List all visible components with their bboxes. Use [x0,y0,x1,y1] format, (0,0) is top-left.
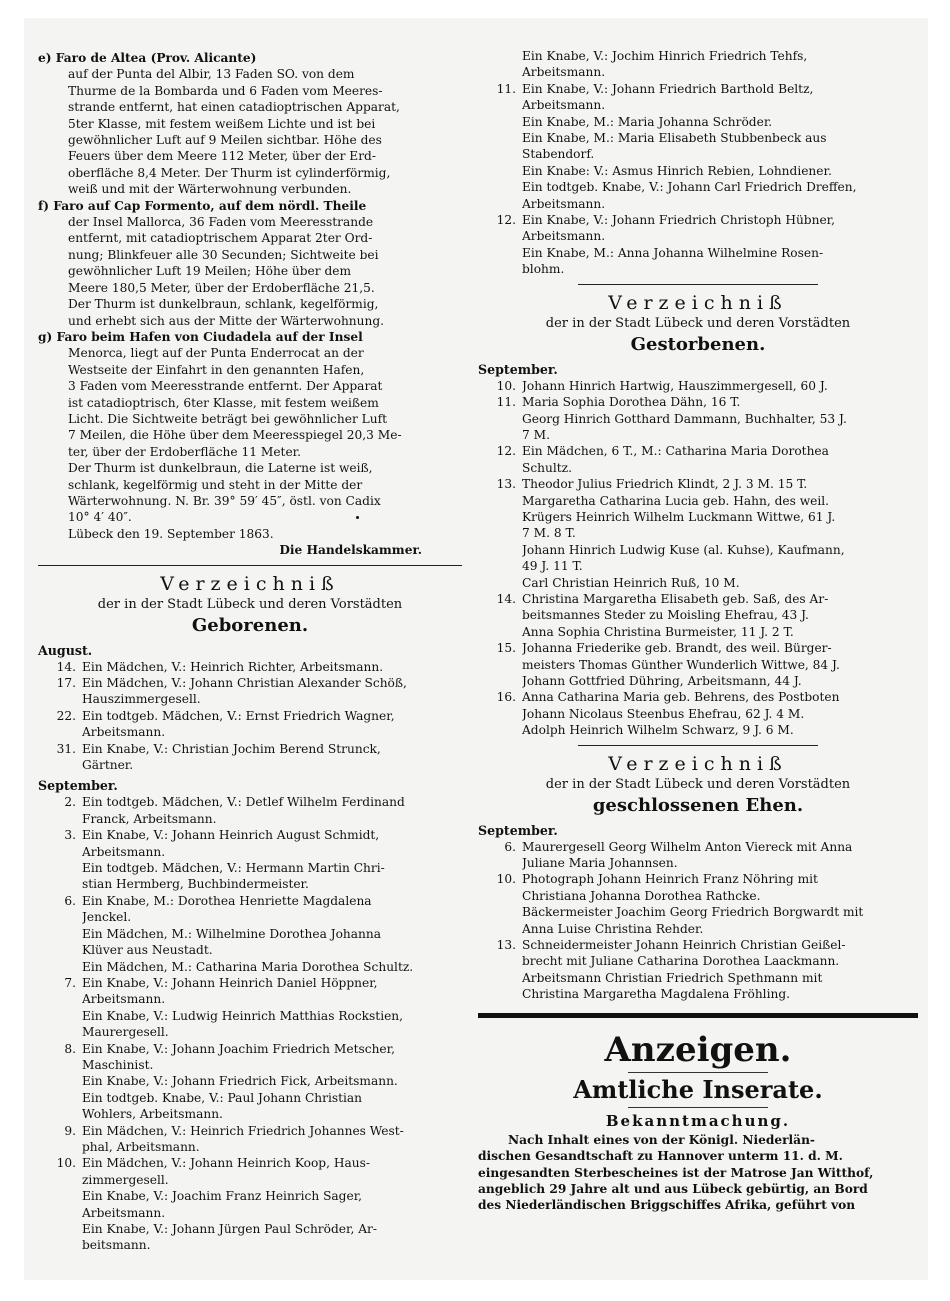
list-item [478,81,918,212]
entry-day: 6. [504,839,516,854]
list-item [38,1041,462,1123]
entry-line: Georg Hinrich Gotthard Dammann, Buchhalter, 53 J. [522,411,847,426]
text-line: Thurme de la Bombarda und 6 Faden vom Meeres- [68,83,383,98]
text-line: strande entfernt, hat einen catadioptrischen Apparat, [68,100,400,115]
entry-line: Ein Knabe, V.: Johann Jürgen Paul Schröder, Ar- [82,1222,377,1236]
entry-line: brecht mit Juliane Catharina Dorothea Laackmann. [522,954,840,969]
text-line: entfernt, mit catadioptrischem Apparat 2ter Ord- [68,231,373,246]
entry-line: Johann Gottfried Dühring, Arbeitsmann, 44 J. [522,674,802,688]
entry-line: Arbeitsmann. [522,196,606,211]
entry-line: Theodor Julius Friedrich Klindt, 2 J. 3 M. 15 T. [522,477,808,492]
entry-line: Ein Knabe, M.: Anna Johanna Wilhelmine Rosen- [522,245,824,260]
text-line: g) Faro beim Hafen von Ciudadela auf der Insel [38,329,363,344]
entry-line: Ein Knabe, M.: Maria Elisabeth Stubbenbeck aus [522,131,827,146]
faro-g-block [38,329,462,526]
entry-day: 7. [64,975,76,990]
entry-line: Ein Mädchen, V.: Johann Heinrich Koop, Haus- [82,1156,370,1171]
thick-divider [478,1013,918,1018]
entry-line: Anna Catharina Maria geb. Behrens, des Postboten [522,690,840,705]
ads-title: Anzeigen. [604,1029,792,1070]
text-line: 10° 4′ 40″. [68,510,132,525]
entry-line: Ein Knabe, V.: Joachim Franz Heinrich Sager, [82,1189,363,1204]
notice-line: Nach Inhalt eines von der Königl. Niederlän- [508,1132,815,1147]
entry-line: Ein Knabe, V.: Johann Joachim Friedrich Metscher, [82,1041,395,1056]
deaths-heading: Verzeichniß [608,291,788,314]
text-line: nung; Blinkfeuer alle 30 Secunden; Sichtweite bei [68,247,379,262]
entry-line: Ein Knabe, V.: Johann Heinrich August Schmidt, [82,828,380,843]
entry-line: Klüver aus Neustadt. [82,943,213,958]
entry-line: Christina Margaretha Magdalena Fröhling. [522,987,791,1002]
entry-line: Johann Hinrich Hartwig, Hauszimmergesell, 60 J. [522,378,828,393]
list-item [478,48,918,81]
notice-line: dischen Gesandtschaft zu Hannover unterm 11. d. M. [478,1149,843,1164]
entry-day: 13. [496,477,516,492]
list-item [478,212,918,278]
divider [578,284,818,285]
text-line: weiß und mit der Wärterwohnung verbunden. [68,182,352,197]
ads-subtitle: Amtliche Inserate. [573,1074,823,1104]
text-line: Der Thurm ist dunkelbraun, schlank, kegelförmig, [68,297,379,312]
entry-line: blohm. [522,262,565,277]
entry-line: Maschinist. [82,1057,154,1072]
entry-day: 2. [64,795,76,810]
entry-line: Juliane Maria Johannsen. [522,856,678,871]
entry-day: 14. [56,659,76,674]
entry-line: Ein Mädchen, 6 T., M.: Catharina Maria Dorothea [522,444,829,459]
entry-line: Stabendorf. [522,147,595,162]
month-label: September. [38,778,118,794]
dateline: Lübeck den 19. September 1863. [68,526,274,541]
entry-line: 49 J. 11 T. [522,559,583,574]
right-column [478,48,918,1214]
entry-line: Hauszimmergesell. [82,692,201,707]
list-item [478,378,918,394]
left-column [38,50,462,1254]
entry-line: Ein Knabe, M.: Dorothea Henriette Magdalena [82,893,372,908]
text-line: 5ter Klasse, mit festem weißem Lichte und ist bei [68,116,376,131]
list-item [478,394,918,443]
text-line: auf der Punta del Albir, 13 Faden SO. von dem [68,67,355,82]
entry-line: Ein Mädchen, M.: Wilhelmine Dorothea Johanna [82,926,382,941]
list-item [38,708,462,741]
list-item [38,975,462,1041]
entry-day: 11. [496,395,516,410]
entry-day: 10. [56,1156,76,1171]
entry-day: 3. [64,828,76,843]
entry-line: Johann Hinrich Ludwig Kuse (al. Kuhse), Kaufmann, [522,542,845,557]
entry-line: Ein Mädchen, V.: Johann Christian Alexander Schöß, [82,676,407,690]
entry-line: Ein Knabe, V.: Johann Friedrich Christoph Hübner, [522,213,836,228]
signature: Die Handelskammer. [279,543,422,558]
entry-line: Ein todtgeb. Mädchen, V.: Detlef Wilhelm Ferdinand [82,795,405,810]
text-line: schlank, kegelförmig und steht in der Mitte der [68,477,363,492]
entry-day: 12. [496,213,516,228]
entry-line: Wohlers, Arbeitsmann. [82,1107,223,1122]
text-line: Wärterwohnung. N. Br. 39° 59′ 45″, östl. von Cadix [68,493,381,508]
entry-line: beitsmann. [82,1238,151,1253]
death-list [478,378,918,739]
entry-line: Photograph Johann Heinrich Franz Nöhring mit [522,872,818,887]
list-item [38,1155,462,1253]
entry-day: 31. [56,741,76,756]
entry-line: Ein Knabe, V.: Johann Friedrich Fick, Arbeitsmann. [82,1074,398,1089]
list-item [478,871,918,937]
entry-line: Arbeitsmann. [82,844,166,859]
month-label: September. [478,822,558,838]
text-line: Licht. Die Sichtweite beträgt bei gewöhnlicher Luft [68,411,387,426]
list-item [478,591,918,640]
list-item [478,640,918,689]
marriage-list [478,839,918,1003]
birth-list-continued [478,48,918,278]
list-item [478,689,918,738]
entry-line: Maurergesell. [82,1025,169,1040]
list-item [38,675,462,708]
month-label: August. [38,642,93,658]
list-item [478,937,918,1003]
marriages-subheading: der in der Stadt Lübeck und deren Vorstädten [545,776,851,792]
text-line: der Insel Mallorca, 36 Faden vom Meeresstrande [68,215,374,230]
entry-line: Carl Christian Heinrich Ruß, 10 M. [522,575,740,590]
entry-line: Arbeitsmann. [82,992,166,1007]
entry-line: beitsmannes Steder zu Moisling Ehefrau, 43 J. [522,608,809,623]
entry-line: Ein todtgeb. Knabe, V.: Paul Johann Christian [82,1090,363,1105]
entry-line: Arbeitsmann. [82,1205,166,1220]
entry-day: 10. [496,872,516,887]
entry-day: 11. [496,81,516,96]
text-line: gewöhnlicher Luft 19 Meilen; Höhe über dem [68,264,352,279]
notice-line: angeblich 29 Jahre alt und aus Lübeck gebürtig, an Bord [478,1181,868,1196]
entry-line: Anna Sophia Christina Burmeister, 11 J. 2 T. [522,624,794,639]
entry-line: Schneidermeister Johann Heinrich Christian Geißel- [522,938,846,953]
text-line: und erhebt sich aus der Mitte der Wärterwohnung. [68,313,385,328]
list-item [38,893,462,975]
entry-line: Ein Knabe: V.: Asmus Hinrich Rebien, Lohndiener. [522,163,832,178]
entry-line: Jenckel. [82,910,132,925]
text-line: Feuers über dem Meere 112 Meter, über der Erd- [68,149,376,164]
entry-day: 22. [56,708,76,723]
entry-line: Anna Luise Christina Rehder. [522,921,704,936]
entry-line: Ein Mädchen, V.: Heinrich Friedrich Johannes West- [82,1123,404,1138]
entry-line: Ein Knabe, V.: Jochim Hinrich Friedrich Tehfs, [522,49,808,63]
entry-line: Arbeitsmann. [522,65,606,80]
entry-line: Krügers Heinrich Wilhelm Luckmann Wittwe, 61 J. [522,509,836,524]
list-item [38,659,462,675]
entry-line: Maria Sophia Dorothea Dähn, 16 T. [522,395,741,410]
text-line: Westseite der Einfahrt in den genannten Hafen, [68,362,365,377]
entry-day: 16. [496,690,516,705]
entry-line: Ein todtgeb. Knabe, V.: Johann Carl Friedrich Dreffen, [522,180,857,195]
marriages-title: geschlossenen Ehen. [592,794,804,816]
text-line: ist catadioptrisch, 6ter Klasse, mit festem weißem [68,395,379,410]
birth-list-august [38,659,462,774]
notice-body [478,1132,918,1214]
entry-line: Franck, Arbeitsmann. [82,811,217,826]
month-label: September. [478,361,558,377]
newspaper-page [24,18,928,1280]
entry-line: Margaretha Catharina Lucia geb. Hahn, des weil. [522,493,830,508]
text-line: gewöhnlicher Luft auf 9 Meilen sichtbar. Höhe des [68,133,382,148]
entry-line: Arbeitsmann. [522,229,606,244]
entry-line: Ein Knabe, V.: Johann Heinrich Daniel Höppner, [82,975,378,990]
divider [38,565,462,566]
entry-line: Ein Knabe, V.: Ludwig Heinrich Matthias Rockstien, [82,1008,404,1023]
text-line: 3 Faden vom Meeresstrande entfernt. Der Apparat [68,379,383,394]
text-line: Menorca, liegt auf der Punta Enderrocat an der [68,346,364,361]
text-line: ter, über der Erdoberfläche 11 Meter. [68,444,302,459]
entry-day: 8. [64,1041,76,1056]
list-item [478,476,918,591]
list-item [478,443,918,476]
entry-line: Gärtner. [82,758,134,773]
divider [578,745,818,746]
entry-line: Arbeitsmann. [522,98,606,113]
entry-line: zimmergesell. [82,1172,169,1187]
list-item [38,1123,462,1156]
entry-day: 15. [496,641,516,656]
entry-line: phal, Arbeitsmann. [82,1139,200,1154]
entry-line: Adolph Heinrich Wilhelm Schwarz, 9 J. 6 M. [522,723,794,738]
text-line: e) Faro de Altea (Prov. Alicante) [38,51,257,65]
entry-day: 12. [496,444,516,459]
text-line: Meere 180,5 Meter, über der Erdoberfläche 21,5. [68,280,375,295]
list-item [478,839,918,872]
births-heading: Verzeichniß [160,572,340,595]
entry-line: Christina Margaretha Elisabeth geb. Saß, des Ar- [522,591,829,606]
entry-day: 9. [64,1123,76,1138]
text-line: oberfläche 8,4 Meter. Der Thurm ist cylinderförmig, [68,165,391,180]
entry-line: Christiana Johanna Dorothea Rathcke. [522,888,761,903]
deaths-subheading: der in der Stadt Lübeck und deren Vorstädten [545,315,851,331]
marriages-heading: Verzeichniß [608,752,788,775]
entry-line: Maurergesell Georg Wilhelm Anton Viereck mit Anna [522,839,853,854]
entry-line: 7 M. [522,427,550,442]
entry-line: stian Hermberg, Buchbindermeister. [82,877,309,892]
entry-line: Bäckermeister Joachim Georg Friedrich Borgwardt mit [522,905,864,920]
entry-line: Ein Knabe, V.: Johann Friedrich Barthold Beltz, [522,81,814,96]
divider [628,1072,768,1073]
entry-day: 6. [64,893,76,908]
entry-day: 13. [496,938,516,953]
entry-day [478,48,522,81]
entry-day: 17. [56,676,76,690]
births-subheading: der in der Stadt Lübeck und deren Vorstädten [97,596,403,612]
list-item [38,794,462,827]
deaths-title: Gestorbenen. [630,333,766,355]
entry-line: Ein Mädchen, V.: Heinrich Richter, Arbeitsmann. [82,659,384,674]
entry-day: 10. [496,378,516,393]
list-item [38,827,462,893]
birth-list-september [38,794,462,1253]
entry-line: Ein Mädchen, M.: Catharina Maria Dorothea Schultz. [82,959,414,974]
entry-line: 7 M. 8 T. [522,526,576,541]
entry-line: Ein todtgeb. Mädchen, V.: Ernst Friedrich Wagner, [82,708,395,723]
notice-line: eingesandten Sterbescheines ist der Matrose Jan Witthof, [478,1165,874,1180]
text-line: f) Faro auf Cap Formento, auf dem nördl. Theile [38,198,367,213]
births-title: Geborenen. [191,614,309,636]
divider [628,1107,768,1108]
faro-f-block [38,198,462,329]
entry-line: meisters Thomas Günther Wunderlich Wittwe, 84 J. [522,657,840,672]
entry-day: 14. [496,591,516,606]
entry-line: Ein todtgeb. Mädchen, V.: Hermann Martin Chri- [82,861,385,876]
text-line: Der Thurm ist dunkelbraun, die Laterne ist weiß, [68,461,373,476]
entry-line: Johann Nicolaus Steenbus Ehefrau, 62 J. 4 M. [522,706,805,721]
entry-line: Ein Knabe, M.: Maria Johanna Schröder. [522,114,773,129]
notice-title: Bekanntmachung. [605,1111,791,1130]
notice-line: des Niederländischen Briggschiffes Afrika, geführt von [478,1198,856,1213]
faro-e-block [38,50,462,198]
entry-line: Ein Knabe, V.: Christian Jochim Berend Strunck, [82,741,381,756]
list-item [38,741,462,774]
entry-line: Johanna Friederike geb. Brandt, des weil. Bürger- [522,641,832,656]
entry-line: Arbeitsmann Christian Friedrich Spethmann mit [522,970,823,985]
ink-blot [356,516,359,519]
entry-line: Schultz. [522,460,572,475]
entry-line: Arbeitsmann. [82,725,166,740]
text-line: 7 Meilen, die Höhe über dem Meeresspiegel 20,3 Me- [68,428,402,443]
